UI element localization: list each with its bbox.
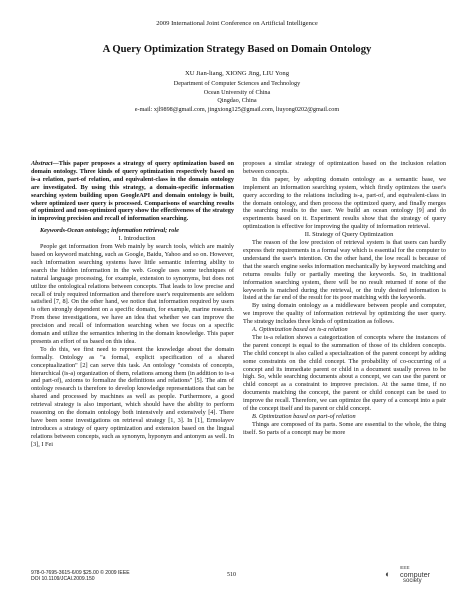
ieee-computer-society-logo — [385, 565, 443, 589]
right-paragraph-6: Things are composed of its parts. Some are essential to the whole, the thing itself. So parts of a concept may be more — [243, 420, 446, 436]
page-number: 510 — [227, 572, 236, 578]
affiliation-univ: Ocean University of China — [203, 88, 271, 96]
left-column — [31, 160, 234, 449]
intro-paragraph-2: To do this, we first need to represent the knowledge about the domain formally. Ontology as "a formal, explicit specification of a shared conceptualization" [2] can serve this task. An ontology "consists of concepts, hierarchical (is-a) organization of them, relations among them (in addition to is-a and part-of), axioms to formalize the definitions and relations" [5]. The aim of ontology research is therefore to develop knowledge representations that can be shared and processed by machines as well as people. Furthermore, a good retrieval strategy is also important, which should have the ability to perform reasoning on the domain ontology both intensively and extensively [4]. There have been some investigations on retrieval strategy [1, 3]. In [1], Ermolayev introduces a strategy of query optimization and extension based on the lingual relations between concepts, such as synonym, hyponym and antonym as well. In [3], I Fei — [31, 345, 234, 448]
right-paragraph-4: By using domain ontology as a middleware between people and computer, we improve the quality of information retrieval by optimizing the user query. The strategy includes three kinds of optimization as follows. — [243, 302, 446, 326]
section-heading-strategy: II. Strategy of Query Optimization — [304, 231, 394, 239]
footer-doi: DOI 10.1109/JCAI.2009.150 — [31, 576, 95, 583]
affiliation-city: Qingdao, China — [217, 97, 257, 105]
subsection-heading-b: B. Optimization based on part-of relation — [252, 413, 356, 420]
logo-ieee-text: IEEE — [400, 565, 410, 570]
conference-header: 2009 International Joint Conference on Artificial Intelligence — [156, 20, 318, 27]
logo-society-text: society — [403, 578, 422, 584]
computer-society-emblem-icon: ◐ — [385, 569, 391, 579]
author-list: XU Jian-liang, XIONG Jing, LIU Yong — [184, 70, 290, 77]
affiliation-dept: Department of Computer Sciences and Technology — [173, 80, 301, 87]
right-paragraph-5: The is-a relation shows a categorization of concepts where the instances of the parent concept is equal to the summation of those of its children concepts. The child concept is also called a specialization of the parent concept by adding some constraints on the child concept. The probability of co-occurring of a concept and its immediate parent or child in a document usually proves to be high. So, while searching documents about a concept, we can use the parent or child concept as a constraint to improve precision. At the same time, if no documents matching the concept, the parent or child concept can be used to improve the recall. Therefore, we can optimize the query of a concept into a pair of the concept itself and its parent or child concept. — [243, 333, 446, 413]
footer-isbn: 978-0-7695-3615-6/09 $25.00 © 2009 IEEE — [31, 570, 130, 576]
right-paragraph-3: The reason of the low precision of retrieval system is that users can hardly express their requirements in a formal way which is essential for the computer to understand the user's intention. On the other hand, the low recall is because of that the search engine seeks information mechanically by keyword matching and returns results fully or partially meeting the keywords. So, in traditional information searching system, there will be no result returned if none of the keywords is matched during the retrieval, or the truly desired information is listed at the far end of the result for its poor matching with the keywords. — [243, 239, 446, 302]
right-column — [243, 160, 446, 437]
author-emails: e-mail: xjl9898@gmail.com, jingxiong125@gmail.com, liuyong0202@gmail.com — [134, 105, 340, 113]
footer-copyright — [31, 570, 130, 583]
abstract — [31, 160, 234, 223]
keywords: Keywords-Ocean ontology; information retrieval; role — [40, 227, 179, 235]
paper-title: A Query Optimization Strategy Based on Domain Ontology — [102, 44, 372, 55]
right-paragraph-2: In this paper, by adopting domain ontology as a semantic base, we implement an information searching system, which firstly optimizes the user's query according to the relations including is-a, part-of, and equivalent-class in the domain ontology, and then process the optimized query, and finally merges the searching results to the user. We build an ocean ontology [9] and do experiments based on it. Experiment results show that the strategy of query optimization is effective for improving the quality of information retrieval. — [243, 175, 446, 231]
abstract-label: Abstract — [31, 160, 53, 167]
intro-paragraph-1: People get information from Web mainly by search tools, which are mainly based on keyword matching, such as Google, Baidu, Yahoo and so on. However, such information searching systems have little semantic inferring ability to search the hidden information in the web. Google uses some techniques of natural language processing, for example, extension to synonyms, but does not utilize the ontological relations between concepts. That leads to low precise and recall of truly required information and therefore user's requirements are seldom satisfied [7, 8]. On the other hand, we notice that information required by users is often strongly dependent on a specific domain, for example, marine research. From these investigations, we have an idea that whether we can improve the precision and recall of information searching when we focus on a specific domain and utilize the semantics inhering in the domain knowledge. This paper presents an effort of us based on this idea. — [31, 243, 234, 345]
subsection-heading-a: A. Optimization based on is-a relation — [252, 326, 348, 334]
affiliation-block — [0, 80, 474, 114]
abstract-text: —This paper proposes a strategy of query optimization based on domain ontology. Three kinds of query optimization respectively based on is-a relation, part-of relation, and equivalent-class in the domain ontology are investigated. By using this strategy, a domain-specific information searching system building upon GoogleAPI and domain ontology is built, where optimized user query is processed. Comparisons of searching results of optimized and non-optimized query show the effectiveness of the strategy in improving precision and recall of information searching. — [31, 160, 234, 223]
logo-computer-text: computer — [400, 570, 430, 579]
section-heading-introduction: I. Introduction — [118, 235, 156, 243]
right-paragraph-1: proposes a similar strategy of optimization based on the inclusion relation between concepts. — [243, 160, 446, 175]
